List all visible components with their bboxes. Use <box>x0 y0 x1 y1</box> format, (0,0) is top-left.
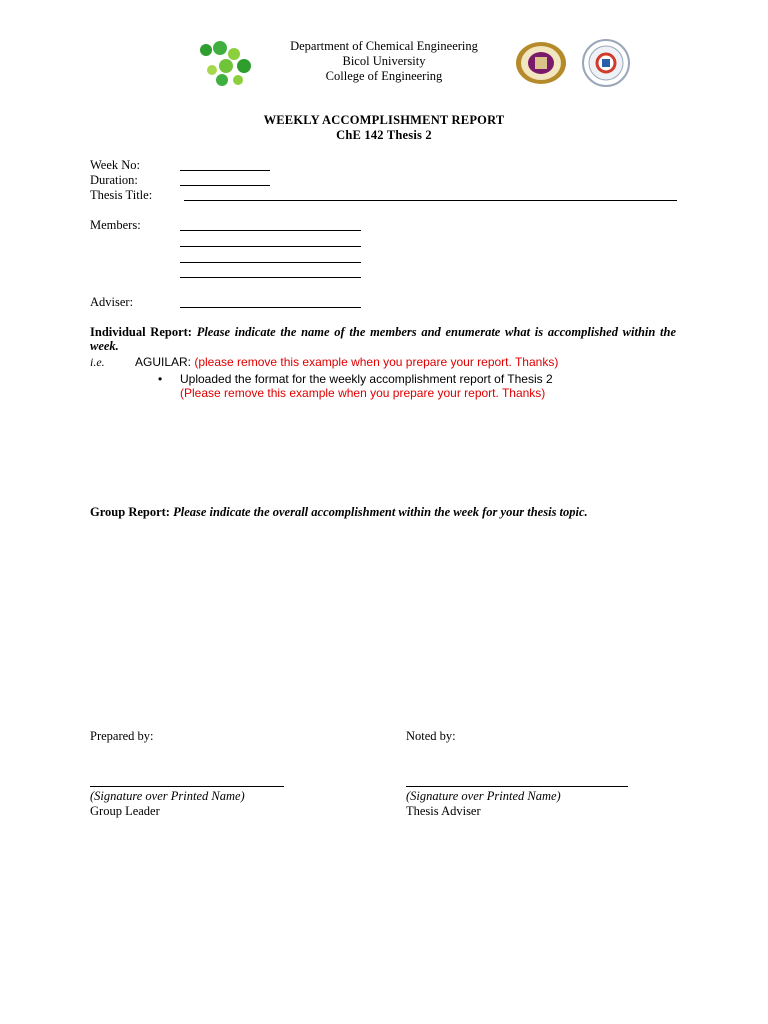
member-field-3[interactable] <box>180 262 361 263</box>
college-name: College of Engineering <box>325 69 443 83</box>
members-label: Members: <box>90 218 141 232</box>
department-name: Department of Chemical Engineering <box>290 39 478 53</box>
example-line <box>135 355 558 369</box>
member-field-1[interactable] <box>180 230 361 231</box>
individual-report-text: Please indicate the name of the members and enumerate what is accomplished within the week. <box>90 325 677 353</box>
thesis-title-label: Thesis Title: <box>90 188 153 202</box>
duration-field[interactable] <box>180 185 270 186</box>
leader-signature-caption: (Signature over Printed Name) <box>90 789 245 803</box>
week-no-label: Week No: <box>90 158 141 172</box>
example-remove-note: (please remove this example when you prepare your report. Thanks) <box>191 355 559 369</box>
individual-report-label: Individual Report: <box>90 325 192 339</box>
thesis-adviser-role: Thesis Adviser <box>406 804 481 818</box>
duration-label: Duration: <box>90 173 138 187</box>
member-field-4[interactable] <box>180 277 361 278</box>
example-accomplishment: Uploaded the format for the weekly accomplishment report of Thesis 2 <box>180 372 553 386</box>
example-accomplishment-note: (Please remove this example when you prepare your report. Thanks) <box>180 386 546 400</box>
noted-by-label: Noted by: <box>406 729 456 743</box>
report-title: WEEKLY ACCOMPLISHMENT REPORT <box>263 113 505 127</box>
individual-report-instruction <box>90 325 676 353</box>
week-no-field[interactable] <box>180 170 270 171</box>
group-report-text: Please indicate the overall accomplishment within the week for your thesis topic. <box>173 505 588 519</box>
bullet-dot: • <box>158 372 163 386</box>
university-name: Bicol University <box>342 54 426 68</box>
leader-signature-line[interactable] <box>90 786 284 787</box>
group-leader-role: Group Leader <box>90 804 160 818</box>
ie-label: i.e. <box>90 355 105 369</box>
adviser-field[interactable] <box>180 307 361 308</box>
example-member-name: AGUILAR: <box>135 355 192 369</box>
course-title: ChE 142 Thesis 2 <box>336 128 432 142</box>
group-report-instruction <box>90 505 676 519</box>
adviser-label: Adviser: <box>90 295 134 309</box>
thesis-title-field[interactable] <box>184 200 677 201</box>
prepared-by-label: Prepared by: <box>90 729 154 743</box>
adviser-signature-line[interactable] <box>406 786 628 787</box>
group-report-label: Group Report: <box>90 505 170 519</box>
adviser-signature-caption: (Signature over Printed Name) <box>406 789 561 803</box>
member-field-2[interactable] <box>180 246 361 247</box>
